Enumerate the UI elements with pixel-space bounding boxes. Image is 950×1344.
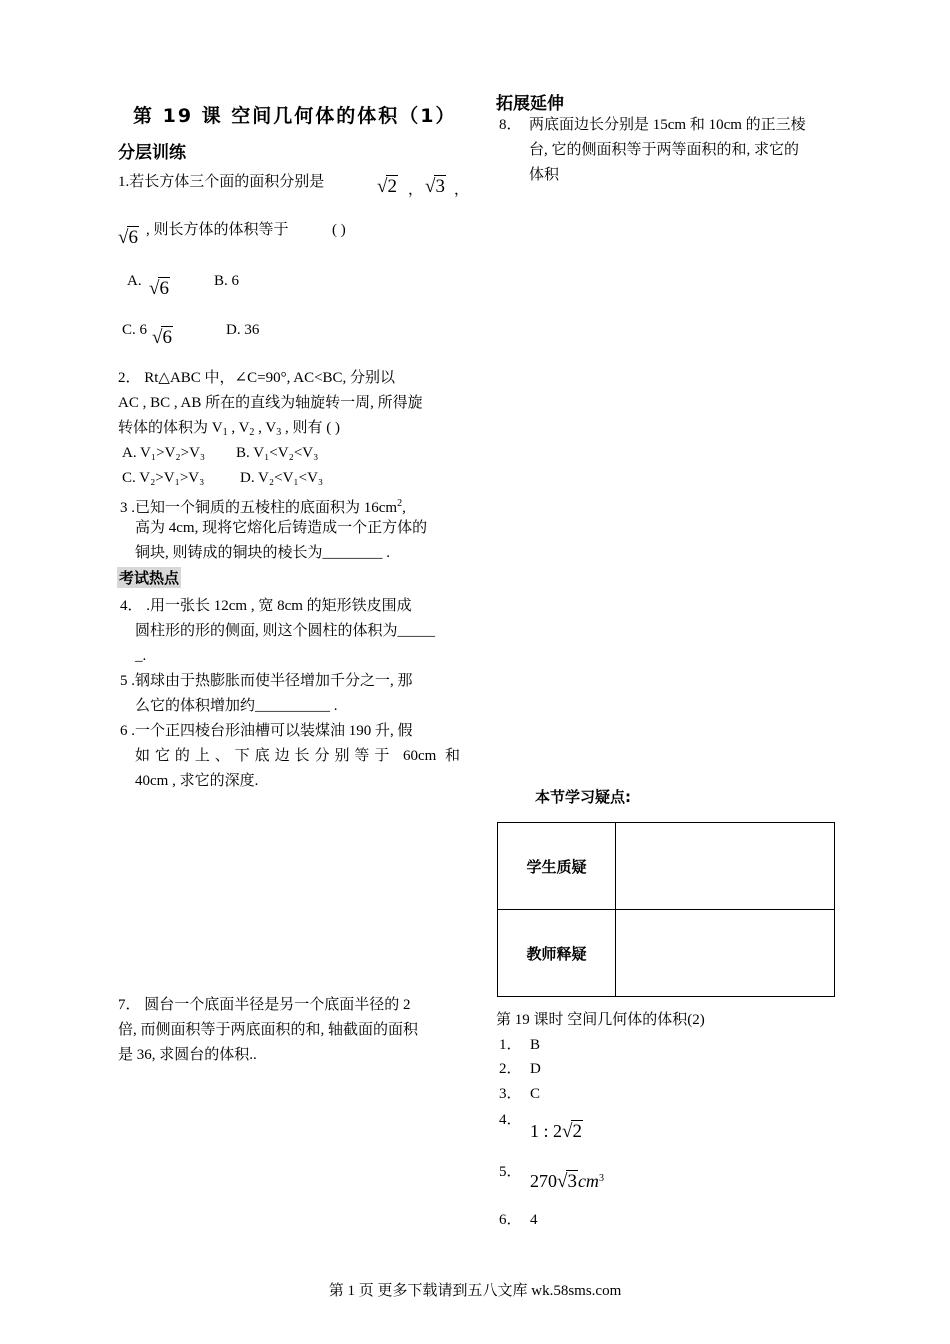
question-8-line-2: 台, 它的侧面积等于两等面积的和, 求它的: [529, 142, 800, 158]
question-4-line-3: _.: [135, 648, 147, 664]
question-4-line-2: 圆柱形的形的侧面, 则这个圆柱的体积为_____: [135, 623, 436, 639]
student-question-label: 学生质疑: [498, 823, 616, 910]
section-heading-extend: 拓展延伸: [496, 94, 564, 114]
answer-3-number: 3．: [499, 1086, 522, 1102]
answer-4-prefix: 1 : 2: [530, 1121, 563, 1141]
q2-l3-c: , V: [254, 420, 277, 436]
answer-5: $270√3cm^3$: [530, 1171, 604, 1192]
q3-l1-a: 3 .已知一个铜质的五棱柱的底面积为 16cm: [120, 500, 398, 516]
question-1-paren: ( ): [332, 222, 346, 238]
answer-5-number: 5．: [499, 1164, 522, 1180]
separator-1: ，: [408, 182, 424, 198]
question-1-option-d: D. 36: [226, 322, 260, 338]
answer-3: C: [530, 1086, 541, 1102]
option-c-sqrt: √6: [152, 327, 172, 348]
question-8-number: 8．: [499, 117, 522, 133]
q2-sub-3: 3: [276, 427, 282, 438]
question-7-line-1: 7． 圆台一个底面半径是另一个底面半径的 2: [118, 997, 411, 1013]
answer-5-sqrt-value: 3: [567, 1171, 577, 1192]
answer-6-number: 6．: [499, 1212, 522, 1228]
question-7-line-2: 倍, 而侧面积等于两底面积的和, 轴截面的面积: [118, 1022, 419, 1038]
question-5-line-2: 么它的体积增加约__________ .: [135, 698, 338, 714]
question-1-text: 1.若长方体三个面的面积分别是: [118, 174, 325, 190]
student-question-cell[interactable]: [616, 823, 835, 910]
doubts-table: [497, 822, 835, 997]
q2-l3-d: , 则有 ( ): [281, 420, 340, 436]
sqrt-3-value: 3: [435, 176, 445, 197]
sqrt-2-value: 2: [387, 176, 397, 197]
answer-4: 1 : 2√2: [530, 1121, 582, 1142]
question-1-option-c: C. 6: [122, 322, 148, 338]
question-8-line-1: 两底面边长分别是 15cm 和 10cm 的正三棱: [529, 117, 806, 133]
answer-1: B: [530, 1037, 541, 1053]
answer-4-sqrt-value: 2: [572, 1121, 582, 1142]
answer-2-number: 2．: [499, 1061, 522, 1077]
sqrt-6-expression: √6: [118, 227, 138, 248]
sqrt-2-expression: √2: [377, 176, 397, 197]
question-5-line-1: 5 .钢球由于热膨胀而使半径增加千分之一, 那: [120, 673, 413, 689]
question-2-line-1: 2． Rt△ABC 中，∠C=90°, AC<BC, 分别以: [118, 370, 396, 386]
question-1-line-1: [118, 170, 324, 195]
question-6-line-2: 如它的上、下底边长分别等于 60cm 和: [135, 748, 460, 764]
q3-l1-b: ,: [402, 500, 406, 516]
doubts-heading: 本节学习疑点:: [535, 788, 631, 806]
option-a-sqrt: √6: [149, 278, 169, 299]
question-2-option-a: A. V₁>V₂>V₃: [122, 445, 206, 461]
answer-2: D: [530, 1061, 541, 1077]
question-2-option-c: C. V₂>V₁>V₃: [122, 470, 205, 486]
question-6-line-1: 6 .一个正四棱台形油槽可以装煤油 190 升, 假: [120, 723, 413, 739]
question-2-option-b: B. V₁<V₂<V₃: [236, 445, 319, 461]
answers-heading: 第 19 课时 空间几何体的体积(2): [496, 1012, 705, 1028]
section-heading-exam: 考试热点: [119, 569, 180, 587]
q2-sub-1: 1: [222, 427, 228, 438]
question-6-line-3: 40cm , 求它的深度.: [135, 773, 259, 789]
question-4-line-1: 4． .用一张长 12cm , 宽 8cm 的矩形铁皮围成: [120, 598, 412, 614]
answer-5-unit: cm: [577, 1171, 599, 1191]
q2-l3-a: 转体的体积为 V: [118, 420, 223, 436]
question-1-option-a: A.: [127, 273, 142, 289]
teacher-answer-cell[interactable]: [616, 910, 835, 997]
q2-sub-2: 2: [249, 427, 255, 438]
doubts-row-student: [498, 823, 835, 910]
sqrt-3-expression: √3: [425, 176, 445, 197]
page-footer: 第 1 页 更多下载请到五八文库 wk.58sms.com: [328, 1283, 622, 1299]
question-3-line-3: 铜块, 则铸成的铜块的棱长为________ .: [135, 545, 391, 561]
separator-2: ，: [454, 182, 470, 198]
question-1-option-b: B. 6: [214, 273, 240, 289]
page-title: 第 19 课 空间几何体的体积（1）: [133, 105, 457, 127]
question-2-option-d: D. V₂<V₁<V₃: [240, 470, 324, 486]
question-1-line-2: , 则长方体的体积等于: [146, 222, 289, 238]
answer-5-prefix: 270: [530, 1171, 557, 1191]
answer-4-number: 4．: [499, 1112, 522, 1128]
teacher-answer-label: 教师释疑: [498, 910, 616, 997]
question-3-line-2: 高为 4cm, 现将它熔化后铸造成一个正方体的: [135, 520, 428, 536]
q3-sup: 2: [397, 498, 403, 509]
option-c-sqrt-value: 6: [162, 327, 172, 348]
answer-6: 4: [530, 1212, 538, 1228]
q2-l3-b: , V: [227, 420, 250, 436]
question-2-line-2: AC , BC , AB 所在的直线为轴旋转一周, 所得旋: [118, 395, 423, 411]
answer-5-sup: 3: [598, 1173, 604, 1184]
answer-1-number: 1．: [499, 1037, 522, 1053]
doubts-row-teacher: [498, 910, 835, 997]
section-heading-layered: 分层训练: [118, 143, 186, 163]
question-7-line-3: 是 36, 求圆台的体积..: [118, 1047, 257, 1063]
option-a-sqrt-value: 6: [159, 278, 169, 299]
sqrt-6-value: 6: [128, 227, 138, 248]
question-8-line-3: 体积: [529, 167, 560, 183]
